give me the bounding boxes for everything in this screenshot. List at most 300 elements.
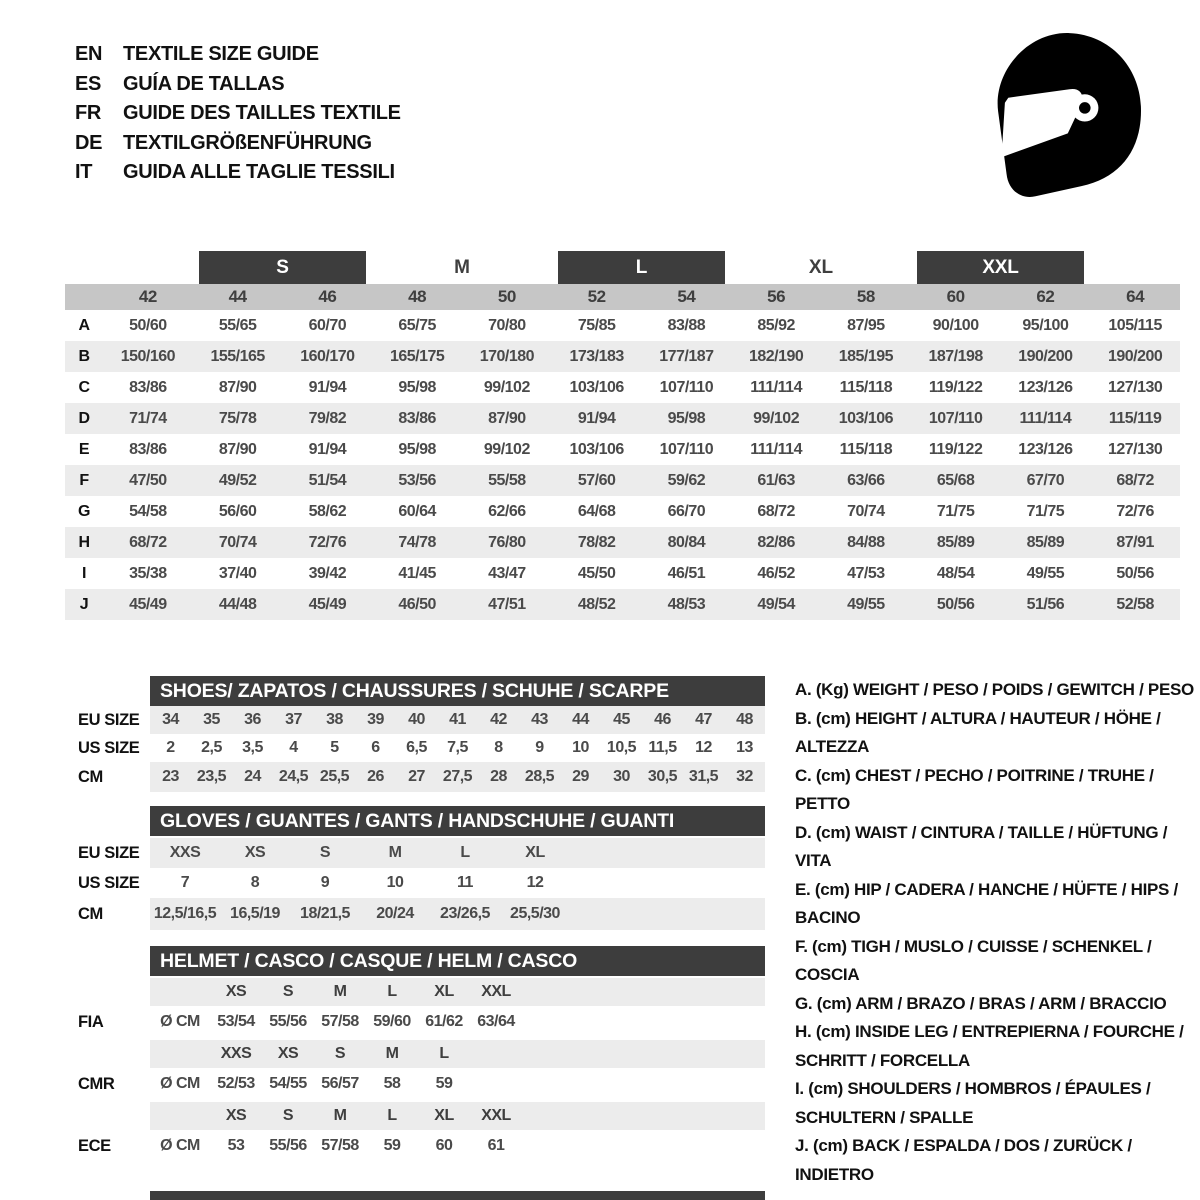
measurement-cell: 95/98 — [398, 378, 436, 396]
measurement-cell: 115/118 — [839, 440, 893, 458]
measurement-cell: 95/100 — [1022, 316, 1069, 334]
measurement-cell: 95/98 — [667, 409, 706, 427]
helmet-size-cell: XXL — [481, 1107, 511, 1124]
language-code: ES — [75, 72, 102, 95]
helmet-table-header: HELMET / CASCO / CASQUE / HELM / CASCO — [150, 946, 765, 976]
gloves-cell: 10 — [386, 874, 404, 891]
measurement-cell: 82/86 — [757, 533, 795, 551]
helmet-sizes-ece — [150, 1102, 765, 1130]
measurement-cell: 46/52 — [757, 564, 795, 582]
measurement-cell: 68/72 — [757, 502, 795, 520]
gloves-cell: 20/24 — [376, 905, 414, 922]
numeric-size-cell: 58 — [856, 287, 875, 306]
helmet-value-cell: 59 — [435, 1075, 453, 1092]
measurement-cell: 71/74 — [129, 409, 167, 427]
measurement-cell: 119/122 — [928, 440, 983, 458]
numeric-size-spacer — [65, 284, 103, 310]
shoes-cell: 29 — [572, 768, 589, 785]
measurement-cell: 39/42 — [308, 564, 347, 582]
measurement-cell: 177/187 — [659, 347, 714, 365]
measurement-cell: 127/130 — [1107, 378, 1163, 396]
shoes-label: EU SIZE — [78, 710, 140, 729]
row-letter: F — [79, 471, 89, 489]
measurement-row-e — [65, 434, 1180, 465]
measurement-cell: 111/114 — [750, 440, 802, 458]
size-group-l: L — [558, 251, 726, 284]
measurement-cell: 49/55 — [1026, 564, 1065, 582]
row-letter: B — [78, 347, 90, 365]
language-code: DE — [75, 131, 103, 154]
measurement-cell: 71/75 — [1026, 502, 1065, 520]
measurement-row-h — [65, 527, 1180, 558]
shoes-cell: 10 — [572, 739, 589, 756]
legend-item: E. (cm) HIP / CADERA / HANCHE / HÜFTE / HIPS / BACINO — [795, 879, 1178, 927]
gloves-cell: 9 — [320, 874, 330, 891]
helmet-standard-label: CMR — [78, 1074, 115, 1093]
numeric-size-cell: 56 — [767, 287, 786, 306]
measurement-cell: 165/175 — [389, 347, 445, 365]
row-letter: G — [78, 502, 90, 520]
measurement-cell: 95/98 — [398, 440, 436, 458]
gloves-label: CM — [78, 904, 103, 923]
measurement-cell: 78/82 — [577, 533, 616, 551]
gloves-cell: S — [319, 844, 331, 861]
shoes-cell: 23,5 — [196, 768, 227, 785]
measurement-cell: 56/60 — [218, 502, 257, 520]
measurement-cell: 53/56 — [398, 471, 436, 489]
helmet-size-cell: S — [334, 1045, 346, 1062]
shoes-cell: 35 — [203, 711, 220, 728]
measurement-cell: 160/170 — [300, 347, 355, 365]
measurement-cell: 87/90 — [488, 409, 526, 427]
helmet-size-spacer — [150, 1040, 210, 1068]
measurement-cell: 65/75 — [398, 316, 436, 334]
measurement-cell: 70/74 — [847, 502, 885, 520]
shoes-cell: 44 — [572, 711, 589, 728]
helmet-value-cell: 61/62 — [425, 1013, 463, 1030]
shoes-cell: 25,5 — [319, 768, 350, 785]
numeric-size-cell: 60 — [946, 287, 965, 306]
measurement-cell: 43/47 — [488, 564, 526, 582]
shoes-cell: 34 — [162, 711, 179, 728]
measurement-cell: 70/80 — [488, 316, 526, 334]
shoes-cell: 27 — [408, 768, 425, 785]
measurement-cell: 76/80 — [488, 533, 526, 551]
helmet-size-cell: XS — [225, 1107, 247, 1124]
shoes-label: CM — [78, 767, 103, 786]
measurement-row-f — [65, 465, 1180, 496]
measurement-cell: 123/126 — [1018, 440, 1073, 458]
shoes-cell: 27,5 — [442, 768, 473, 785]
measurement-cell: 85/92 — [757, 316, 795, 334]
row-letter: H — [78, 533, 90, 551]
measurement-cell: 50/60 — [129, 316, 167, 334]
gloves-cell: 12,5/16,5 — [153, 905, 217, 922]
gloves-table-header: GLOVES / GUANTES / GANTS / HANDSCHUHE / GUANTI — [150, 806, 765, 836]
measurement-cell: 87/91 — [1116, 533, 1154, 551]
row-letter: I — [82, 564, 86, 582]
helmet-value-cell: 63/64 — [477, 1013, 515, 1030]
measurement-cell: 155/165 — [210, 347, 265, 365]
measurement-cell: 107/110 — [928, 409, 983, 427]
shoes-cell: 23 — [162, 768, 179, 785]
gloves-cell: 11 — [457, 874, 473, 891]
helmet-value-cell: 53/54 — [217, 1013, 255, 1030]
language-title-block — [75, 40, 401, 188]
measurement-cell: 48/53 — [667, 595, 706, 613]
measurement-cell: 35/38 — [129, 564, 167, 582]
measurement-row-c — [65, 372, 1180, 403]
gloves-label: EU SIZE — [78, 843, 140, 862]
measurement-cell: 127/130 — [1107, 440, 1163, 458]
helmet-size-cell: S — [282, 1107, 294, 1124]
helmet-unit-cell: Ø CM — [160, 1013, 200, 1030]
shoes-cell: 13 — [736, 739, 753, 756]
measurement-cell: 59/62 — [667, 471, 706, 489]
measurement-cell: 185/195 — [838, 347, 894, 365]
measurement-cell: 80/84 — [667, 533, 706, 551]
helmet-value-cell: 55/56 — [269, 1013, 307, 1030]
measurement-cell: 57/60 — [577, 471, 616, 489]
legend-item: H. (cm) INSIDE LEG / ENTREPIERNA / FOURCHE / SCHRITT / FORCELLA — [795, 1022, 1184, 1070]
measurement-cell: 54/58 — [129, 502, 167, 520]
measurement-cell: 46/50 — [398, 595, 436, 613]
measurement-cell: 90/100 — [932, 316, 979, 334]
shoes-cell: 30 — [613, 768, 630, 785]
measurement-cell: 72/76 — [308, 533, 347, 551]
measurement-cell: 47/53 — [847, 564, 885, 582]
measurement-cell: 103/106 — [569, 378, 624, 396]
measurement-cell: 45/49 — [308, 595, 347, 613]
gloves-cell: 18/21,5 — [300, 905, 350, 922]
measurement-cell: 49/55 — [847, 595, 885, 613]
measurement-cell: 119/122 — [928, 378, 983, 396]
helmet-size-cell: S — [282, 983, 294, 1000]
measurement-cell: 45/50 — [577, 564, 616, 582]
numeric-size-cell: 44 — [228, 287, 247, 306]
measurement-row-i — [65, 558, 1180, 589]
measurement-cell: 70/74 — [218, 533, 257, 551]
helmet-value-cell: 52/53 — [217, 1075, 255, 1092]
helmet-size-spacer — [150, 978, 210, 1006]
helmet-values-fia — [150, 1006, 765, 1038]
measurement-row-d — [65, 403, 1180, 434]
measurement-cell: 51/54 — [308, 471, 347, 489]
helmet-value-cell: 58 — [383, 1075, 401, 1092]
measurement-cell: 47/50 — [129, 471, 167, 489]
helmet-value-cell: 57/58 — [321, 1137, 359, 1154]
shoes-cell: 42 — [490, 711, 507, 728]
measurement-cell: 66/70 — [667, 502, 706, 520]
gloves-cell: 7 — [180, 874, 190, 891]
numeric-size-cell: 46 — [318, 287, 337, 306]
language-title-row — [75, 99, 401, 129]
measurement-cell: 50/56 — [936, 595, 975, 613]
shoes-cell: 43 — [531, 711, 548, 728]
gloves-row — [150, 868, 765, 898]
helmet-unit-cell: Ø CM — [160, 1137, 200, 1154]
guide-title: GUIDE DES TAILLES TEXTILE — [123, 102, 401, 124]
shoes-cell: 6,5 — [406, 739, 427, 756]
language-title-row — [75, 40, 401, 70]
measurement-cell: 75/85 — [577, 316, 616, 334]
size-group-xxl: XXL — [917, 251, 1085, 284]
cutoff-section-bar — [150, 1191, 765, 1200]
gloves-cell: XL — [525, 844, 545, 861]
shoes-cell: 24,5 — [278, 768, 309, 785]
measurement-cell: 74/78 — [398, 533, 436, 551]
language-code: EN — [75, 43, 103, 65]
measurement-cell: 111/114 — [1019, 409, 1072, 427]
measurement-cell: 87/90 — [218, 378, 257, 396]
measurement-cell: 41/45 — [398, 564, 436, 582]
shoes-cell: 28,5 — [524, 768, 555, 785]
legend-item: G. (cm) ARM / BRAZO / BRAS / ARM / BRACCIO — [795, 993, 1167, 1013]
helmet-size-cell: L — [439, 1045, 449, 1062]
helmet-standard-label: FIA — [78, 1012, 104, 1031]
language-title-row — [75, 158, 401, 188]
helmet-size-spacer — [150, 1102, 210, 1130]
legend-item: D. (cm) WAIST / CINTURA / TAILLE / HÜFTUNG / VITA — [795, 822, 1168, 870]
gloves-label: US SIZE — [78, 873, 140, 892]
helmet-sizes-fia — [150, 978, 765, 1006]
measurement-cell: 79/82 — [308, 409, 347, 427]
shoes-cell: 38 — [326, 711, 343, 728]
numeric-size-cell: 50 — [497, 287, 516, 306]
measurement-cell: 60/64 — [398, 502, 436, 520]
measurement-cell: 85/89 — [936, 533, 975, 551]
measurement-cell: 173/183 — [569, 347, 624, 365]
helmet-value-cell: 59/60 — [373, 1013, 411, 1030]
numeric-size-cell: 54 — [677, 287, 696, 306]
legend-item: B. (cm) HEIGHT / ALTURA / HAUTEUR / HÖHE / ALTEZZA — [795, 708, 1161, 756]
helmet-size-cell: L — [387, 983, 397, 1000]
helmet-value-cell: 53 — [227, 1137, 245, 1154]
guide-title: TEXTILGRÖßENFÜHRUNG — [123, 131, 372, 154]
shoes-row — [150, 734, 765, 762]
shoes-cell: 3,5 — [242, 739, 263, 756]
shoes-cell: 2,5 — [201, 739, 222, 756]
shoes-cell: 28 — [490, 768, 507, 785]
measurement-cell: 150/160 — [120, 347, 176, 365]
measurement-cell: 62/66 — [488, 502, 526, 520]
shoes-cell: 39 — [367, 711, 384, 728]
measurement-cell: 48/54 — [936, 564, 975, 582]
shoes-cell: 45 — [613, 711, 630, 728]
row-letter: E — [78, 440, 90, 458]
measurement-cell: 87/95 — [847, 316, 885, 334]
shoes-cell: 8 — [494, 739, 503, 756]
shoes-cell: 2 — [166, 739, 175, 756]
measurement-cell: 60/70 — [308, 316, 347, 334]
numeric-size-cell: 48 — [408, 287, 427, 306]
measurement-row-j — [65, 589, 1180, 620]
numeric-size-row — [65, 284, 1180, 310]
shoes-cell: 9 — [535, 739, 544, 756]
shoes-cell: 6 — [371, 739, 380, 756]
gloves-row — [150, 838, 765, 868]
shoes-cell: 11,5 — [648, 739, 677, 756]
shoes-cell: 10,5 — [606, 739, 637, 756]
measurement-cell: 49/52 — [218, 471, 257, 489]
measurement-cell: 49/54 — [757, 595, 795, 613]
shoes-cell: 30,5 — [647, 768, 678, 785]
shoes-cell: 5 — [330, 739, 339, 756]
guide-title: TEXTILE SIZE GUIDE — [123, 43, 319, 65]
measurement-cell: 99/102 — [483, 378, 530, 396]
numeric-size-cell: 64 — [1126, 287, 1145, 306]
helmet-size-cell: M — [333, 1107, 347, 1124]
shoes-cell: 7,5 — [447, 739, 468, 756]
row-letter: A — [78, 316, 90, 334]
measurement-cell: 58/62 — [308, 502, 347, 520]
gloves-cell: 16,5/19 — [230, 905, 280, 922]
gloves-cell: XS — [244, 844, 266, 861]
shoes-table-header: SHOES/ ZAPATOS / CHAUSSURES / SCHUHE / SCARPE — [150, 676, 765, 706]
measurement-cell: 68/72 — [129, 533, 167, 551]
size-group-s: S — [199, 251, 367, 284]
shoes-label: US SIZE — [78, 738, 140, 757]
measurement-cell: 91/94 — [577, 409, 616, 427]
measurement-cell: 107/110 — [659, 378, 714, 396]
measurement-cell: 170/180 — [479, 347, 535, 365]
shoes-cell: 4 — [289, 739, 298, 756]
measurement-cell: 65/68 — [936, 471, 975, 489]
language-title-row — [75, 70, 401, 100]
measurement-cell: 111/114 — [750, 378, 802, 396]
helmet-value-cell: 60 — [435, 1137, 453, 1154]
guide-title: GUIDA ALLE TAGLIE TESSILI — [123, 161, 395, 183]
helmet-size-cell: L — [387, 1107, 397, 1124]
helmet-size-cell: XS — [225, 983, 247, 1000]
helmet-size-cell: M — [385, 1045, 399, 1062]
shoes-cell: 37 — [285, 711, 302, 728]
row-letter: D — [78, 409, 90, 427]
measurement-cell: 67/70 — [1026, 471, 1065, 489]
helmet-size-cell: XXS — [220, 1045, 252, 1062]
measurement-cell: 99/102 — [483, 440, 530, 458]
shoes-cell: 47 — [695, 711, 712, 728]
measurement-row-g — [65, 496, 1180, 527]
measurement-cell: 83/86 — [129, 440, 167, 458]
legend-item: A. (Kg) WEIGHT / PESO / POIDS / GEWITCH / PESO — [795, 680, 1194, 699]
gloves-row — [150, 898, 765, 930]
measurement-cell: 63/66 — [847, 471, 885, 489]
shoes-cell: 12 — [695, 739, 712, 756]
guide-title: GUÍA DE TALLAS — [123, 72, 285, 95]
legend-item: J. (cm) BACK / ESPALDA / DOS / ZURÜCK / INDIETRO — [795, 1136, 1132, 1184]
row-letter: C — [78, 378, 90, 396]
helmet-value-cell: 61 — [487, 1137, 505, 1154]
measurement-legend — [795, 676, 1197, 1189]
measurement-cell: 115/119 — [1108, 409, 1162, 427]
shoes-cell: 40 — [408, 711, 425, 728]
measurement-cell: 55/65 — [218, 316, 257, 334]
helmet-size-cell: XS — [277, 1045, 299, 1062]
shoes-cell: 31,5 — [688, 768, 719, 785]
language-code: IT — [75, 161, 93, 183]
measurement-cell: 44/48 — [218, 595, 257, 613]
helmet-values-cmr — [150, 1068, 765, 1100]
shoes-cell: 36 — [244, 711, 261, 728]
legend-item: F. (cm) TIGH / MUSLO / CUISSE / SCHENKEL / COSCIA — [795, 936, 1152, 984]
gloves-cell: 23/26,5 — [440, 905, 490, 922]
measurement-cell: 55/58 — [488, 471, 526, 489]
measurement-cell: 87/90 — [218, 440, 257, 458]
gloves-cell: XXS — [169, 844, 201, 861]
shoes-row — [150, 762, 765, 792]
helmet-value-cell — [470, 1068, 522, 1100]
measurement-cell: 46/51 — [667, 564, 706, 582]
measurement-cell: 123/126 — [1018, 378, 1073, 396]
helmet-value-cell: 54/55 — [269, 1075, 307, 1092]
numeric-size-cell: 62 — [1036, 287, 1055, 306]
measurement-cell: 47/51 — [488, 595, 526, 613]
helmet-size-cell: M — [333, 983, 347, 1000]
measurement-row-a — [65, 310, 1180, 341]
measurement-cell: 91/94 — [308, 378, 347, 396]
helmet-size-cell: XL — [434, 983, 454, 1000]
helmet-size-cell: XXL — [481, 983, 511, 1000]
measurement-cell: 71/75 — [936, 502, 975, 520]
measurement-cell: 115/118 — [839, 378, 893, 396]
size-group-header-row — [65, 251, 1180, 284]
measurement-cell: 75/78 — [218, 409, 257, 427]
measurement-cell: 48/52 — [577, 595, 616, 613]
measurement-cell: 91/94 — [308, 440, 347, 458]
measurement-cell: 187/198 — [928, 347, 983, 365]
size-group-m: M — [454, 256, 470, 278]
measurement-cell: 190/200 — [1018, 347, 1073, 365]
helmet-size-cell: XL — [434, 1107, 454, 1124]
numeric-size-cell: 42 — [138, 287, 157, 306]
measurement-cell: 83/86 — [398, 409, 436, 427]
gloves-cell: 8 — [250, 874, 260, 891]
measurement-cell: 68/72 — [1116, 471, 1154, 489]
helmet-standard-label: ECE — [78, 1136, 111, 1155]
helmet-sizes-cmr — [150, 1040, 765, 1068]
helmet-values-ece — [150, 1130, 765, 1162]
measurement-cell: 182/190 — [748, 347, 804, 365]
measurement-cell: 190/200 — [1107, 347, 1163, 365]
helmet-value-cell: 55/56 — [269, 1137, 307, 1154]
helmet-unit-cell: Ø CM — [160, 1075, 200, 1092]
helmet-value-cell: 57/58 — [321, 1013, 359, 1030]
gloves-cell: 12 — [526, 874, 544, 891]
measurement-cell: 52/58 — [1116, 595, 1154, 613]
measurement-row-b — [65, 341, 1180, 372]
gloves-cell: 25,5/30 — [510, 905, 560, 922]
helmet-value-cell: 56/57 — [321, 1075, 359, 1092]
gloves-cell: L — [460, 844, 470, 861]
gloves-cell: M — [388, 844, 402, 861]
measurement-cell: 72/76 — [1116, 502, 1154, 520]
language-code: FR — [75, 102, 102, 124]
measurement-cell: 64/68 — [577, 502, 616, 520]
measurement-cell: 103/106 — [569, 440, 624, 458]
measurement-cell: 84/88 — [847, 533, 885, 551]
measurement-cell: 107/110 — [659, 440, 714, 458]
measurement-cell: 105/115 — [1108, 316, 1162, 334]
shoes-row — [150, 706, 765, 734]
racing-helmet-icon — [975, 28, 1147, 198]
shoes-cell: 32 — [736, 768, 753, 785]
shoes-cell: 46 — [654, 711, 671, 728]
measurement-cell: 83/86 — [129, 378, 167, 396]
measurement-cell: 103/106 — [838, 409, 894, 427]
measurement-table — [65, 310, 1180, 620]
helmet-size-cell — [470, 1040, 522, 1068]
